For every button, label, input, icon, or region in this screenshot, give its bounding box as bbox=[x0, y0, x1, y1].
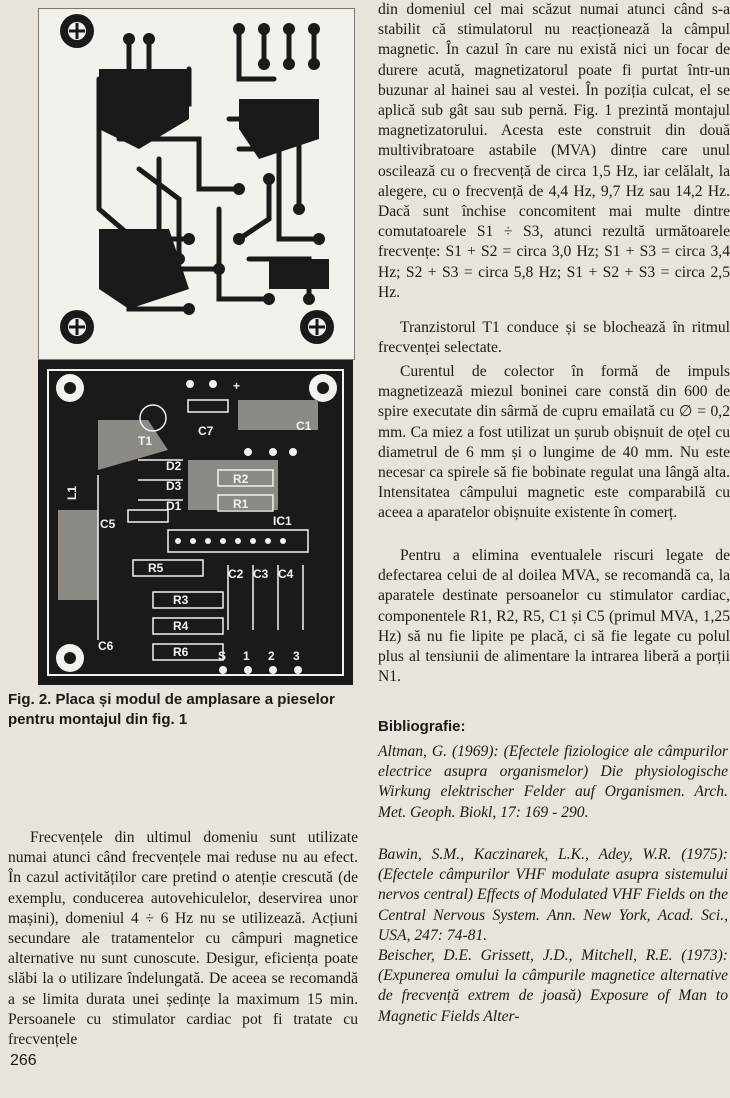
label-r6: R6 bbox=[173, 645, 189, 659]
label-1: 1 bbox=[243, 649, 250, 663]
label-2: 2 bbox=[268, 649, 275, 663]
label-c7: C7 bbox=[198, 424, 214, 438]
mounting-hole-icon bbox=[309, 374, 337, 402]
reference-item: Beischer, D.E. Grissett, J.D., Mitchell, R.E. (1973): (Expunerea omului la câmpurile magnetice alternative de frecvență extrem de joasă) Exposure of Man to Magnetic Fields Alter- bbox=[378, 947, 728, 1025]
left-column bbox=[0, 0, 362, 1098]
label-c1: C1 bbox=[296, 419, 312, 433]
right-column bbox=[370, 0, 730, 1098]
label-ic1: IC1 bbox=[273, 514, 292, 528]
label-d3: D3 bbox=[166, 479, 182, 493]
reference-item: Bawin, S.M., Kaczinarek, L.K., Adey, W.R. (1975): (Efectele câmpurilor VHF modulate asupra sistemului nervos central) Effects of Modulated VHF Fields on the Central Nervous System. Ann. New York, Acad. Sci., USA, 247: 74-81. bbox=[378, 846, 728, 944]
mounting-hole-icon bbox=[300, 310, 334, 344]
label-t1: T1 bbox=[138, 434, 153, 448]
label-r4: R4 bbox=[173, 619, 189, 633]
right-paragraph-1: din domeniul cel mai scăzut numai atunci când s-a stabilit că stimulatorul nu reacționează la câmpul magnetic. În cazul în care nu există nici un focar de durere acută, magnetizatorul poate fi purtat într-un buzunar al hainei sau al vestei. În poziția culcat, el se aplică sub gât sau sub pernă. Fig. 1 prezintă montajul magnetizatorului. Acesta este construit din două multivibratoare astabile (MVA) dintre care unul oscilează cu o frecvență de circa 1,5 Hz, iar celălalt, la alegere, cu o frecvență de 4,4 Hz, 9,7 Hz sau 14,2 Hz. Dacă sunt închise concomitent mai multe dintre comutatoarele S1 ÷ S3, atunci rezultă următoarele frecvențe: S1 + S2 = circa 3,0 Hz; S1 + S3 = circa 3,4 Hz; S2 + S3 = circa 5,8 Hz; S1 + S2 + S3 = circa 2,5 Hz. bbox=[378, 1, 730, 301]
label-c2: C2 bbox=[228, 567, 244, 581]
label-l1: L1 bbox=[65, 485, 79, 500]
mounting-hole-icon bbox=[60, 310, 94, 344]
label-c3: C3 bbox=[253, 567, 269, 581]
bibliography-heading: Bibliografie: bbox=[378, 718, 466, 735]
label-s: S bbox=[218, 649, 227, 663]
label-c4: C4 bbox=[278, 567, 294, 581]
mounting-hole-icon bbox=[56, 644, 84, 672]
pcb-component-placement-figure bbox=[38, 360, 353, 685]
left-body-paragraph: Frecvențele din ultimul domeniu sunt utilizate numai atunci când frecvențele mai reduse nu au efect. În cazul activităților care pretind o atenție crescută (de exemplu, conducerea autovehiculelor, deservirea unor mașini), domeniul 4 ÷ 6 Hz nu se utilizează. Acțiuni secundare ale tratamentelor cu câmpuri magnetice alternative nu sunt cunoscute. Desigur, eficiența poate slăbi la o utilizare îndelungată. De aceea se recomandă a se limita durata unei ședințe la maximum 15 min. Persoanele cu stimulator cardiac pot fi tratate cu frecvențele bbox=[8, 829, 358, 1049]
label-plus: + bbox=[233, 379, 241, 393]
page-number: 266 bbox=[10, 1052, 37, 1069]
label-r2: R2 bbox=[233, 472, 249, 486]
label-r5: R5 bbox=[148, 561, 164, 575]
label-d2: D2 bbox=[166, 459, 182, 473]
right-paragraph-4: Pentru a elimina eventualele riscuri legate de defectarea celui de al doilea MVA, se recomandă ca, la aparatele destinate persoanelor cu stimulator cardiac, componentele R1, R2, R5, C1 și C5 (primul MVA, 1,25 Hz) să nu fie lipite pe placă, ci să fie legate cu polul plus al tensiunii de alimentare la intrarea liberă a porții N1. bbox=[378, 547, 730, 686]
label-c6: C6 bbox=[98, 639, 114, 653]
label-c5: C5 bbox=[100, 517, 116, 531]
right-paragraph-2: Tranzistorul T1 conduce și se blochează în ritmul frecvenței selectate. bbox=[378, 319, 730, 357]
mounting-hole-icon bbox=[56, 374, 84, 402]
label-r1: R1 bbox=[233, 497, 249, 511]
figure-caption: Fig. 2. Placa și modul de amplasare a pieselor pentru montajul din fig. 1 bbox=[8, 691, 335, 728]
solder-pads bbox=[99, 23, 329, 315]
right-paragraph-3: Curentul de colector în formă de impuls magnetizează miezul boninei care constă din 600 de spire executate din sârmă de cupru emailată cu ∅ = 0,2 mm. Ca miez a fost utilizat un șurub obișnuit de oțel cu diametrul de 6 mm și o lungime de 40 mm. Nu este necesar ca spirele să fie bobinate regulat una lângă alta. Intensitatea câmpului magnetic este comparabilă cu aceea a aparatelor obișnuite existente în comerț. bbox=[378, 363, 730, 522]
label-3: 3 bbox=[293, 649, 300, 663]
pcb-track-layout-figure bbox=[38, 8, 355, 360]
label-r3: R3 bbox=[173, 593, 189, 607]
mounting-hole-icon bbox=[60, 14, 94, 48]
reference-item: Altman, G. (1969): (Efectele fiziologice ale câmpurilor electrice asupra organismelor) Die physiologische Wirkung elektrischer Felder auf Organismen. Arch. Met. Geoph. Biokl, 17: 169 - 290. bbox=[378, 743, 728, 821]
label-d1: D1 bbox=[166, 499, 182, 513]
